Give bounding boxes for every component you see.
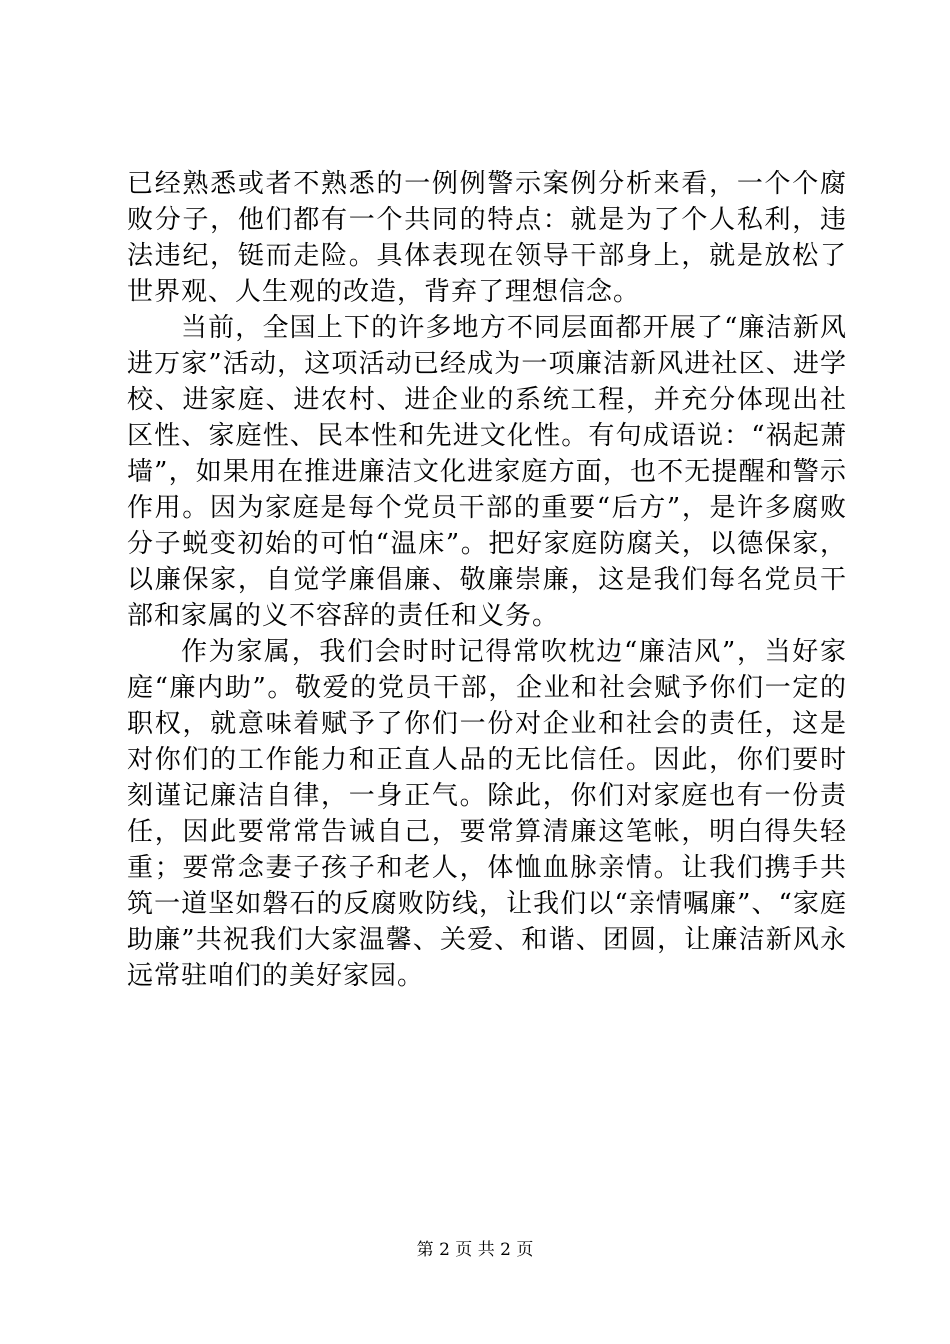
paragraph-2: 当前，全国上下的许多地方不同层面都开展了“廉洁新风进万家”活动，这项活动已经成为一项廉洁新风进社区、进学校、进家庭、进农村、进企业的系统工程，并充分体现出社区性、家庭性、民本性和先进文化性。有句成语说：“祸起萧墙”，如果用在推进廉洁文化进家庭方面，也不无提醒和警示作用。因为家庭是每个党员干部的重要“后方”，是许多腐败分子蜕变初始的可怕“温床”。把好家庭防腐关，以德保家，以廉保家，自觉学廉倡廉、敬廉崇廉，这是我们每名党员干部和家属的义不容辞的责任和义务。 [127,313,847,631]
paragraph-3: 作为家属，我们会时时记得常吹枕边“廉洁风”，当好家庭“廉内助”。敬爱的党员干部，企业和社会赋予你们一定的职权，就意味着赋予了你们一份对企业和社会的责任，这是对你们的工作能力和正直人品的无比信任。因此，你们要时刻谨记廉洁自律，一身正气。除此，你们对家庭也有一份责任，因此要常常告诫自己，要常算清廉这笔帐，明白得失轻重；要常念妻子孩子和老人，体恤血脉亲情。让我们携手共筑一道坚如磐石的反腐败防线，让我们以“亲情嘱廉”、“家庭助廉”共祝我们大家温馨、关爱、和谐、团圆，让廉洁新风永远常驻咱们的美好家园。 [127,637,847,991]
document-body [127,166,847,994]
page-number-footer: 第 2 页 共 2 页 [416,1240,534,1260]
paragraph-1: 已经熟悉或者不熟悉的一例例警示案例分析来看，一个个腐败分子，他们都有一个共同的特点：就是为了个人私利，违法违纪，铤而走险。具体表现在领导干部身上，就是放松了世界观、人生观的改造，背弃了理想信念。 [127,169,847,307]
